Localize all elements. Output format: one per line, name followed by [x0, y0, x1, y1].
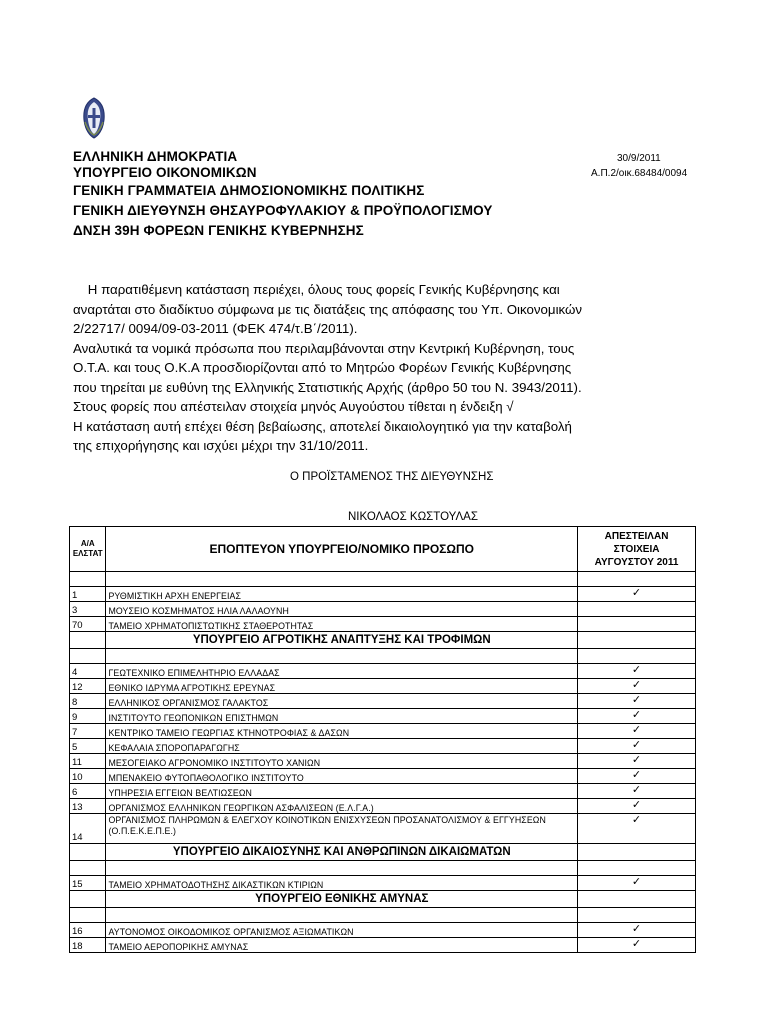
sent-status-cell: [578, 769, 696, 784]
sent-status-cell: [578, 876, 696, 891]
ministry-heading: ΥΠΟΥΡΓΕΙΟ ΑΓΡΟΤΙΚΗΣ ΑΝΑΠΤΥΞΗΣ ΚΑΙ ΤΡΟΦΙΜΩΝ: [106, 632, 578, 649]
table-spacer-row: [70, 908, 696, 923]
entity-number: 15: [70, 876, 106, 891]
sent-status-cell: [578, 923, 696, 938]
header-sent-line3: ΑΥΓΟΥΣΤΟΥ 2011: [594, 556, 679, 568]
table-cell-empty: [106, 908, 578, 923]
table-row: [70, 664, 696, 679]
entity-number: 18: [70, 938, 106, 953]
entity-name: ΕΘΝΙΚΟ ΙΔΡΥΜΑ ΑΓΡΟΤΙΚΗΣ ΕΡΕΥΝΑΣ: [106, 679, 578, 694]
checkmark-icon: ✓: [631, 923, 642, 935]
ministry-heading-row: [70, 891, 696, 908]
sent-status-cell: [578, 814, 696, 844]
intro-line: Αναλυτικά τα νομικά πρόσωπα που περιλαμβάνονται στην Κεντρική Κυβέρνηση, τους: [73, 340, 575, 356]
sent-status-cell: [578, 587, 696, 602]
sent-status-cell: [578, 664, 696, 679]
entity-name: ΚΕΝΤΡΙΚΟ ΤΑΜΕΙΟ ΓΕΩΡΓΙΑΣ ΚΤΗΝΟΤΡΟΦΙΑΣ & ΔΑΣΩΝ: [106, 724, 578, 739]
signature-name: ΝΙΚΟΛΑΟΣ ΚΩΣΤΟΥΛΑΣ: [348, 511, 478, 523]
entity-number: 6: [70, 784, 106, 799]
ministry-heading-row: [70, 844, 696, 861]
header-aa-elstat: [70, 527, 106, 572]
checkmark-icon: ✓: [631, 876, 642, 888]
table-spacer-row: [70, 649, 696, 664]
sent-status-cell: [578, 799, 696, 814]
greek-coat-of-arms-emblem: [80, 96, 108, 140]
entity-name: ΤΑΜΕΙΟ ΧΡΗΜΑΤΟΔΟΤΗΣΗΣ ΔΙΚΑΣΤΙΚΩΝ ΚΤΙΡΙΩΝ: [106, 876, 578, 891]
table-row: [70, 799, 696, 814]
table-cell-empty: [578, 908, 696, 923]
entity-name: ΜΟΥΣΕΙΟ ΚΟΣΜΗΜΑΤΟΣ ΗΛΙΑ ΛΑΛΑΟΥΝΗ: [106, 602, 578, 617]
entities-table: [69, 526, 696, 953]
checkmark-icon: ✓: [631, 694, 642, 706]
sent-status-cell: [578, 739, 696, 754]
table-row: [70, 709, 696, 724]
entity-number: 14: [70, 814, 106, 844]
entity-number: 3: [70, 602, 106, 617]
table-cell-empty: [70, 908, 106, 923]
table-row: [70, 724, 696, 739]
table-cell-empty: [106, 572, 578, 587]
intro-line: Η κατάσταση αυτή επέχει θέση βεβαίωσης, αποτελεί δικαιολογητικό για την καταβολή: [73, 418, 572, 434]
header-line-republic: ΕΛΛΗΝΙΚΗ ΔΗΜΟΚΡΑΤΙΑ: [73, 149, 238, 164]
header-sent-line1: ΑΠΕΣΤΕΙΛΑΝ: [604, 530, 669, 542]
checkmark-icon: ✓: [631, 709, 642, 721]
checkmark-icon: ✓: [631, 739, 642, 751]
sent-status-cell: [578, 679, 696, 694]
sent-status-cell: [578, 724, 696, 739]
table-row: [70, 923, 696, 938]
entity-name: ΟΡΓΑΝΙΣΜΟΣ ΕΛΛΗΝΙΚΩΝ ΓΕΩΡΓΙΚΩΝ ΑΣΦΑΛΙΣΕΩΝ (Ε.Λ.Γ.Α.): [106, 799, 578, 814]
sent-status-cell: [578, 938, 696, 953]
protocol-number: Α.Π.2/οικ.68484/0094: [591, 168, 688, 179]
entity-number: 7: [70, 724, 106, 739]
signature-title: Ο ΠΡΟΪΣΤΑΜΕΝΟΣ ΤΗΣ ΔΙΕΥΘΥΝΣΗΣ: [290, 471, 494, 483]
sent-status-cell: [578, 602, 696, 617]
entity-name: ΤΑΜΕΙΟ ΧΡΗΜΑΤΟΠΙΣΤΩΤΙΚΗΣ ΣΤΑΘΕΡΟΤΗΤΑΣ: [106, 617, 578, 632]
table-cell-empty: [578, 844, 696, 861]
entity-name: ΙΝΣΤΙΤΟΥΤΟ ΓΕΩΠΟΝΙΚΩΝ ΕΠΙΣΤΗΜΩΝ: [106, 709, 578, 724]
entity-number: 9: [70, 709, 106, 724]
entity-number: 1: [70, 587, 106, 602]
table-row: [70, 876, 696, 891]
table-row: [70, 938, 696, 953]
checkmark-icon: ✓: [631, 938, 642, 950]
intro-line: 2/22717/ 0094/09-03-2011 (ΦΕΚ 474/τ.Β΄/2011).: [73, 321, 358, 336]
table-row: [70, 617, 696, 632]
entity-number: 8: [70, 694, 106, 709]
sent-status-cell: [578, 709, 696, 724]
intro-line: Ο.Τ.Α. και τους Ο.Κ.Α προσδιορίζονται από το Μητρώο Φορέων Γενικής Κυβέρνησης: [73, 360, 572, 375]
entity-name: ΤΑΜΕΙΟ ΑΕΡΟΠΟΡΙΚΗΣ ΑΜΥΝΑΣ: [106, 938, 578, 953]
entity-name: ΜΕΣΟΓΕΙΑΚΟ ΑΓΡΟΝΟΜΙΚΟ ΙΝΣΤΙΤΟΥΤΟ ΧΑΝΙΩΝ: [106, 754, 578, 769]
header-line-secretariat: ΓΕΝΙΚΗ ΓΡΑΜΜΑΤΕΙΑ ΔΗΜΟΣΙΟΝΟΜΙΚΗΣ ΠΟΛΙΤΙΚΗΣ: [73, 183, 425, 198]
table-spacer-row: [70, 572, 696, 587]
checkmark-icon: ✓: [631, 754, 642, 766]
sent-status-cell: [578, 754, 696, 769]
intro-line: αναρτάται στο διαδίκτυο σύμφωνα με τις διατάξεις της απόφασης του Υπ. Οικονομικών: [73, 301, 583, 317]
checkmark-icon: ✓: [631, 664, 642, 676]
table-cell-empty: [578, 572, 696, 587]
table-cell-empty: [70, 649, 106, 664]
checkmark-icon: ✓: [631, 587, 642, 599]
intro-paragraph: [73, 280, 693, 456]
table-cell-empty: [578, 649, 696, 664]
checkmark-icon: ✓: [631, 799, 642, 811]
table-cell-empty: [578, 891, 696, 908]
entity-number: 11: [70, 754, 106, 769]
table-body: [70, 572, 696, 953]
table-cell-empty: [578, 861, 696, 876]
header-sent-data: [578, 527, 696, 572]
header-aa-label: Α/Α: [80, 539, 95, 548]
checkmark-icon: ✓: [631, 724, 642, 736]
entity-number: 16: [70, 923, 106, 938]
table-spacer-row: [70, 861, 696, 876]
sent-status-cell: [578, 784, 696, 799]
sent-status-cell: [578, 617, 696, 632]
sent-status-cell: [578, 694, 696, 709]
table-row: [70, 754, 696, 769]
table-cell-empty: [106, 649, 578, 664]
header-line-department: ΔΝΣΗ 39Η ΦΟΡΕΩΝ ΓΕΝΙΚΗΣ ΚΥΒΕΡΝΗΣΗΣ: [73, 223, 364, 238]
table-row: [70, 739, 696, 754]
table-row: [70, 814, 696, 844]
table-row: [70, 602, 696, 617]
table-cell-empty: [70, 572, 106, 587]
table-row: [70, 679, 696, 694]
entity-number: 70: [70, 617, 106, 632]
table-cell-empty: [106, 861, 578, 876]
table-cell-empty: [70, 632, 106, 649]
table-row: [70, 587, 696, 602]
entity-name: ΕΛΛΗΝΙΚΟΣ ΟΡΓΑΝΙΣΜΟΣ ΓΑΛΑΚΤΟΣ: [106, 694, 578, 709]
entity-name: ΥΠΗΡΕΣΙΑ ΕΓΓΕΙΩΝ ΒΕΛΤΙΩΣΕΩΝ: [106, 784, 578, 799]
entity-name: ΑΥΤΟΝΟΜΟΣ ΟΙΚΟΔΟΜΙΚΟΣ ΟΡΓΑΝΙΣΜΟΣ ΑΞΙΩΜΑΤΙΚΩΝ: [106, 923, 578, 938]
checkmark-icon: ✓: [631, 679, 642, 691]
intro-line: Η παρατιθέμενη κατάσταση περιέχει, όλους τους φορείς Γενικής Κυβέρνησης και: [73, 282, 560, 297]
header-entity: ΕΠΟΠΤΕΥΟΝ ΥΠΟΥΡΓΕΙΟ/ΝΟΜΙΚΟ ΠΡΟΣΩΠΟ: [106, 527, 578, 572]
checkmark-icon: ✓: [631, 769, 642, 781]
table-cell-empty: [578, 632, 696, 649]
table-row: [70, 769, 696, 784]
table-row: [70, 694, 696, 709]
header-sent-line2: ΣΤΟΙΧΕΙΑ: [613, 543, 660, 555]
ministry-heading-row: [70, 632, 696, 649]
table-cell-empty: [70, 891, 106, 908]
entity-name: ΜΠΕΝΑΚΕΙΟ ΦΥΤΟΠΑΘΟΛΟΓΙΚΟ ΙΝΣΤΙΤΟΥΤΟ: [106, 769, 578, 784]
entity-name: ΓΕΩΤΕΧΝΙΚΟ ΕΠΙΜΕΛΗΤΗΡΙΟ ΕΛΛΑΔΑΣ: [106, 664, 578, 679]
entity-number: 10: [70, 769, 106, 784]
ministry-heading: ΥΠΟΥΡΓΕΙΟ ΔΙΚΑΙΟΣΥΝΗΣ ΚΑΙ ΑΝΘΡΩΠΙΝΩΝ ΔΙΚΑΙΩΜΑΤΩΝ: [106, 844, 578, 861]
intro-line: που τηρείται με ευθύνη της Ελληνικής Στατιστικής Αρχής (άρθρο 50 του Ν. 3943/2011).: [73, 379, 582, 395]
header-line-ministry: ΥΠΟΥΡΓΕΙΟ ΟΙΚΟΝΟΜΙΚΩΝ: [73, 165, 257, 180]
entity-name: ΚΕΦΑΛΑΙΑ ΣΠΟΡΟΠΑΡΑΓΩΓΗΣ: [106, 739, 578, 754]
entity-number: 5: [70, 739, 106, 754]
entity-number: 13: [70, 799, 106, 814]
intro-line: Στους φορείς που απέστειλαν στοιχεία μηνός Αυγούστου τίθεται η ένδειξη √: [73, 399, 514, 414]
table-cell-empty: [70, 861, 106, 876]
checkmark-icon: ✓: [631, 784, 642, 796]
intro-line: της επιχορήγησης και ισχύει μέχρι την 31/10/2011.: [73, 438, 369, 453]
entity-number: 12: [70, 679, 106, 694]
header-line-directorate: ΓΕΝΙΚΗ ΔΙΕΥΘΥΝΣΗ ΘΗΣΑΥΡΟΦΥΛΑΚΙΟΥ & ΠΡΟΫΠΟΛΟΓΙΣΜΟΥ: [73, 203, 493, 218]
entity-number: 4: [70, 664, 106, 679]
header-elstat-label: ΕΛΣΤΑΤ: [72, 549, 103, 558]
checkmark-icon: ✓: [631, 814, 642, 826]
ministry-heading: ΥΠΟΥΡΓΕΙΟ ΕΘΝΙΚΗΣ ΑΜΥΝΑΣ: [106, 891, 578, 908]
table-row: [70, 784, 696, 799]
entity-name: ΟΡΓΑΝΙΣΜΟΣ ΠΛΗΡΩΜΩΝ & ΕΛΕΓΧΟΥ ΚΟΙΝΟΤΙΚΩΝ ΕΝΙΣΧΥΣΕΩΝ ΠΡΟΣΑΝΑΤΟΛΙΣΜΟΥ & ΕΓΓΥΗΣΕΩΝ (Ο.Π.Ε.Κ.Ε.Π.Ε.): [106, 814, 578, 844]
table-cell-empty: [70, 844, 106, 861]
entity-name: ΡΥΘΜΙΣΤΙΚΗ ΑΡΧΗ ΕΝΕΡΓΕΙΑΣ: [106, 587, 578, 602]
table-header-row: [70, 527, 696, 572]
document-date: 30/9/2011: [617, 153, 661, 164]
